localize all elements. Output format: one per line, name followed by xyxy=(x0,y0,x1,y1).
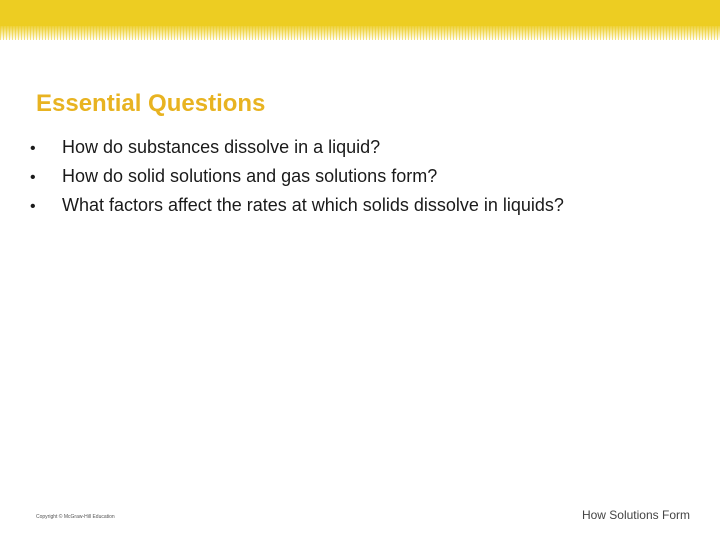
top-band xyxy=(0,0,720,26)
slide-title: Essential Questions xyxy=(36,90,266,117)
bullet-icon: • xyxy=(30,140,36,157)
bullet-icon: • xyxy=(30,198,36,215)
bullet-text: How do substances dissolve in a liquid? xyxy=(62,137,381,157)
bullet-item xyxy=(30,166,564,195)
bullet-item xyxy=(30,195,564,224)
bullet-text: What factors affect the rates at which solids dissolve in liquids? xyxy=(62,195,564,215)
bullet-list xyxy=(30,137,564,224)
copyright-notice: Copyright © McGraw-Hill Education xyxy=(36,514,115,520)
top-band-fade xyxy=(0,26,720,40)
bullet-text: How do solid solutions and gas solutions form? xyxy=(62,166,438,186)
footer-title: How Solutions Form xyxy=(581,508,690,522)
bullet-icon: • xyxy=(30,169,36,186)
bullet-item xyxy=(30,137,564,166)
